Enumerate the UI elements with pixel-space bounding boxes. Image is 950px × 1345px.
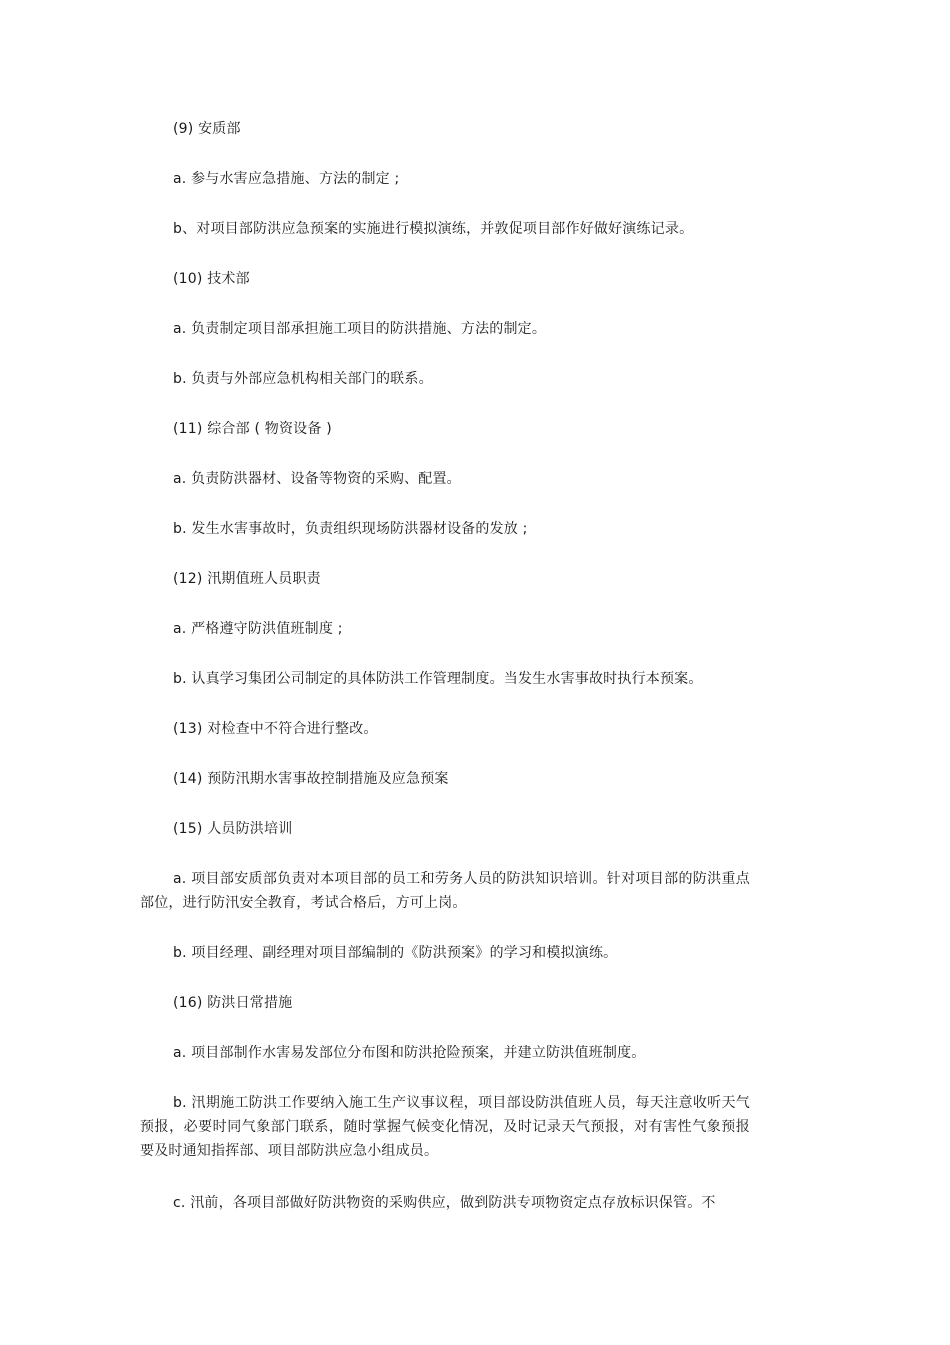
heading-flood-training: (15) 人员防洪培训 — [173, 821, 293, 837]
list-item: b. 发生水害事故时，负责组织现场防洪器材设备的发放 ; — [173, 521, 528, 537]
heading-daily-measures: (16) 防洪日常措施 — [173, 995, 293, 1011]
list-item: a. 负责制定项目部承担施工项目的防洪措施、方法的制定。 — [173, 321, 547, 337]
list-item: a. 负责防洪器材、设备等物资的采购、配置。 — [173, 471, 461, 487]
heading-safety-quality-dept: (9) 安质部 — [173, 121, 241, 137]
list-item: a. 严格遵守防洪值班制度 ; — [173, 621, 343, 637]
list-item: b、对项目部防洪应急预案的实施进行模拟演练，并敦促项目部作好做好演练记录。 — [173, 221, 694, 237]
heading-prevention-plan: (14) 预防汛期水害事故控制措施及应急预案 — [173, 771, 449, 787]
heading-technical-dept: (10) 技术部 — [173, 271, 250, 287]
paragraph-daily-c: c. 汛前，各项目部做好防洪物资的采购供应，做到防洪专项物资定点存放标识保管。不 — [173, 1195, 716, 1211]
heading-general-dept: (11) 综合部 ( 物资设备 ) — [173, 421, 332, 437]
list-item: b. 认真学习集团公司制定的具体防洪工作管理制度。当发生水害事故时执行本预案。 — [173, 671, 703, 687]
heading-rectification: (13) 对检查中不符合进行整改。 — [173, 721, 378, 737]
paragraph-training-b: b. 项目经理、副经理对项目部编制的《防洪预案》的学习和模拟演练。 — [173, 945, 618, 961]
list-item: a. 参与水害应急措施、方法的制定 ; — [173, 171, 400, 187]
paragraph-training-a: a. 项目部安质部负责对本项目部的员工和劳务人员的防洪知识培训。针对项目部的防洪重点部位，进行防汛安全教育，考试合格后，方可上岗。 — [140, 871, 750, 911]
heading-flood-duty-staff: (12) 汛期值班人员职责 — [173, 571, 321, 587]
paragraph-daily-a: a. 项目部制作水害易发部位分布图和防洪抢险预案，并建立防洪值班制度。 — [173, 1045, 646, 1061]
list-item: b. 负责与外部应急机构相关部门的联系。 — [173, 371, 433, 387]
paragraph-daily-b: b. 汛期施工防洪工作要纳入施工生产议事议程，项目部设防洪值班人员，每天注意收听天气预报，必要时同气象部门联系，随时掌握气候变化情况，及时记录天气预报，对有害性气象预报要及时通知指挥部、项目部防洪应急小组成员。 — [140, 1095, 750, 1159]
